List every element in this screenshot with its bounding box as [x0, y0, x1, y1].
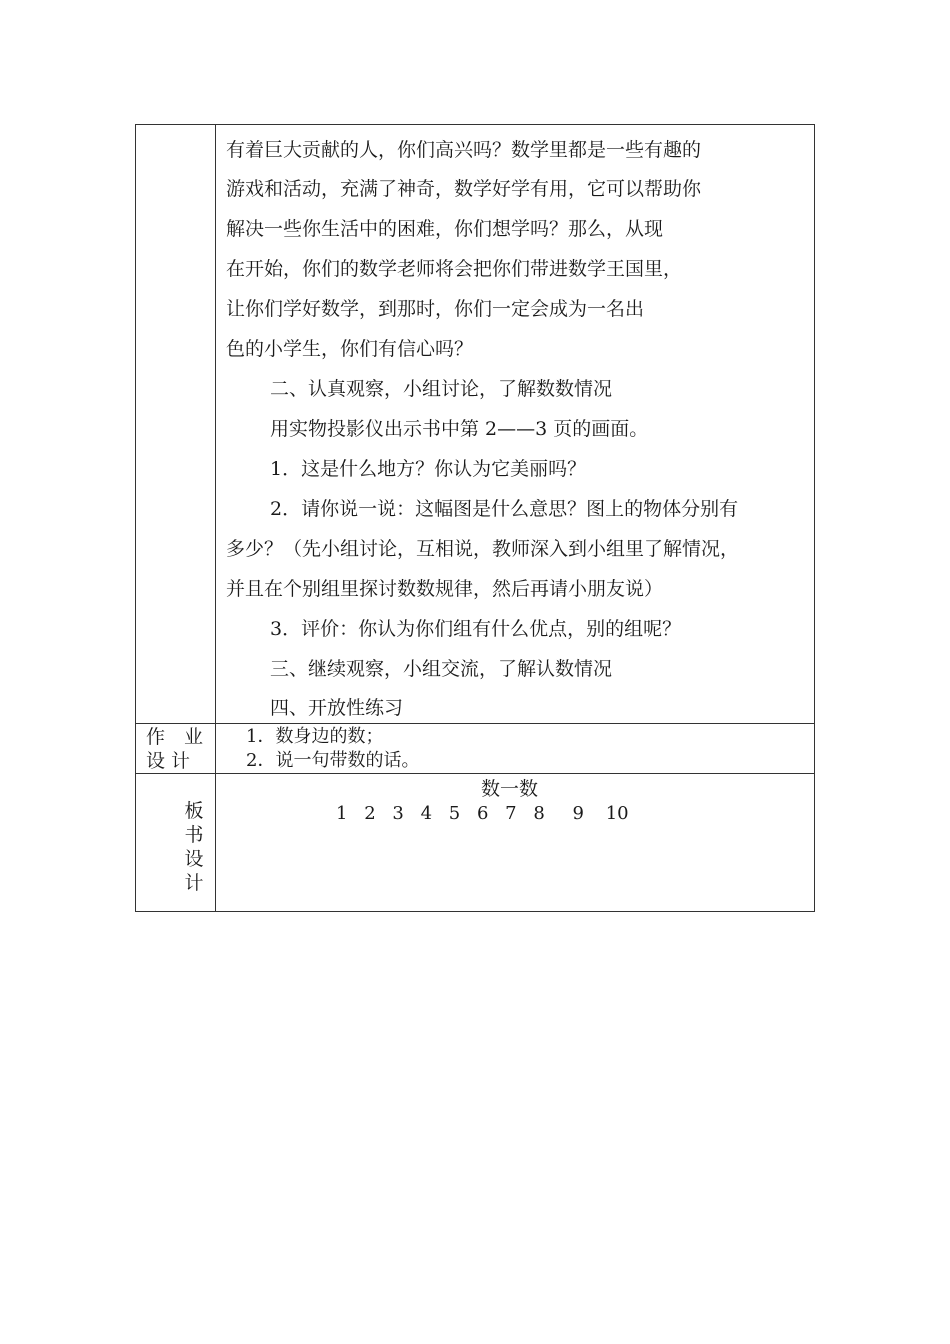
lesson-line: 色的小学生，你们有信心吗？ [226, 338, 474, 360]
lesson-line: 并且在个别组里探讨数数规律，然后再请小朋友说） [226, 578, 664, 600]
board-label [183, 799, 205, 895]
lesson-line: 多少？（先小组讨论，互相说，教师深入到小组里了解情况， [226, 538, 740, 560]
row-divider-board [136, 773, 814, 774]
number: 1 [336, 803, 348, 824]
homework-label: 作 业 [146, 726, 204, 748]
number: 6 [476, 803, 489, 824]
question-item: 3．评价：你认为你们组有什么优点，别的组呢？ [270, 618, 682, 640]
number: 3 [392, 803, 404, 824]
section-heading: 四、开放性练习 [270, 697, 404, 719]
question-item: 1．这是什么地方？你认为它美丽吗？ [270, 458, 587, 480]
number: 5 [448, 803, 461, 824]
number: 7 [505, 803, 517, 824]
board-label-char: 计 [184, 872, 204, 894]
section-heading: 二、认真观察，小组讨论，了解数数情况 [270, 378, 613, 400]
board-label-char: 板 [184, 800, 204, 822]
lesson-line: 用实物投影仪出示书中第 2——3 页的画面。 [270, 418, 649, 440]
number-sequence [336, 802, 640, 826]
number: 2 [364, 803, 376, 824]
number: 8 [533, 803, 545, 824]
board-label-char: 书 [184, 824, 204, 846]
number: 9 [572, 803, 584, 824]
lesson-plan-table [135, 124, 815, 912]
number: 4 [420, 803, 433, 824]
row-divider-homework [136, 723, 814, 724]
question-item: 2．请你说一说：这幅图是什么意思？图上的物体分别有 [270, 498, 739, 520]
section-heading: 三、继续观察，小组交流，了解认数情况 [270, 658, 613, 680]
board-label-char: 设 [184, 848, 204, 870]
column-divider [215, 125, 216, 911]
lesson-line: 解决一些你生活中的困难，你们想学吗？那么，从现 [226, 218, 664, 240]
number: 10 [605, 803, 629, 824]
lesson-line: 让你们学好数学，到那时，你们一定会成为一名出 [226, 298, 645, 320]
board-title: 数一数 [481, 778, 539, 800]
lesson-line: 游戏和活动，充满了神奇，数学好学有用，它可以帮助你 [226, 178, 702, 200]
lesson-line: 有着巨大贡献的人，你们高兴吗？数学里都是一些有趣的 [226, 139, 702, 161]
homework-item: 2．说一句带数的话。 [246, 750, 420, 771]
homework-item: 1．数身边的数； [246, 726, 384, 747]
lesson-line: 在开始，你们的数学老师将会把你们带进数学王国里， [226, 258, 683, 280]
homework-label: 设 计 [146, 750, 191, 772]
